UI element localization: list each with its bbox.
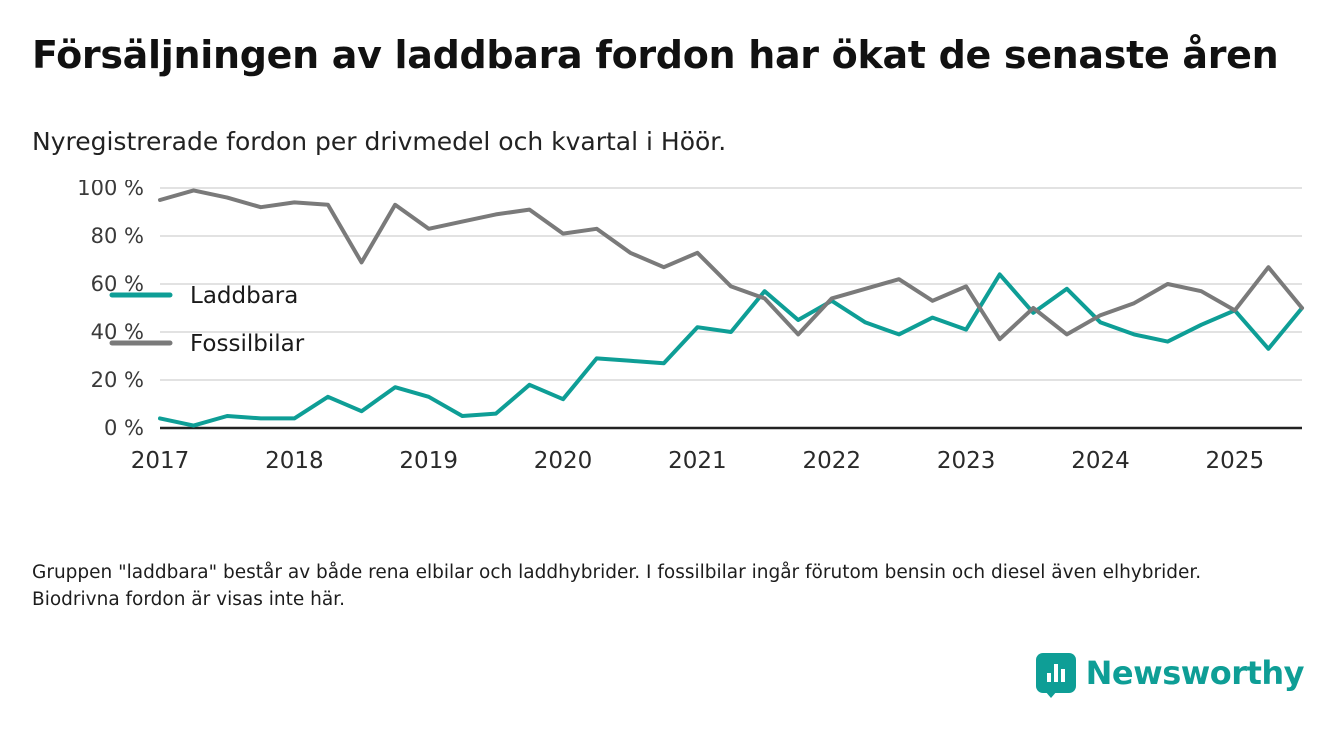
- chart-footnote: Gruppen "laddbara" består av både rena elbilar och laddhybrider. I fossilbilar ingår förutom bensin och diesel även elhybrider. Biodrivna fordon är visas inte här.: [32, 562, 1202, 610]
- y-axis-tick-label: 0 %: [104, 416, 144, 440]
- y-axis-tick-label: 100 %: [77, 180, 144, 200]
- x-axis-tick-label: 2023: [936, 448, 996, 474]
- brand-name: Newsworthy: [1085, 654, 1304, 692]
- x-axis-tick-label: 2018: [265, 448, 324, 474]
- legend-label-laddbara: Laddbara: [190, 283, 299, 309]
- y-axis-tick-label: 40 %: [90, 320, 144, 344]
- x-axis-tick-label: 2022: [802, 448, 862, 474]
- x-axis-tick-label: 2025: [1205, 448, 1265, 474]
- series-line-laddbara: [160, 274, 1302, 425]
- x-axis-tick-label: 2024: [1071, 448, 1130, 474]
- y-axis-tick-label: 80 %: [90, 224, 144, 248]
- x-axis-tick-label: 2017: [130, 448, 190, 474]
- page-title: Försäljningen av laddbara fordon har ökat de senaste åren: [32, 33, 1279, 77]
- x-axis-tick-label: 2019: [399, 448, 458, 474]
- x-axis-tick-label: 2020: [533, 448, 593, 474]
- series-line-fossilbilar: [160, 190, 1302, 339]
- y-axis-tick-label: 60 %: [90, 272, 144, 296]
- line-chart: [32, 180, 1308, 520]
- y-axis-tick-label: 20 %: [90, 368, 144, 392]
- chart-container: [32, 180, 1308, 520]
- logo-bars: [1047, 664, 1065, 682]
- legend-label-fossilbilar: Fossilbilar: [190, 331, 305, 357]
- bar-chart-logo-icon: [1036, 653, 1076, 693]
- brand-logo-block: [1036, 653, 1304, 693]
- x-axis-tick-label: 2021: [668, 448, 727, 474]
- chart-subtitle: Nyregistrerade fordon per drivmedel och kvartal i Höör.: [32, 127, 727, 156]
